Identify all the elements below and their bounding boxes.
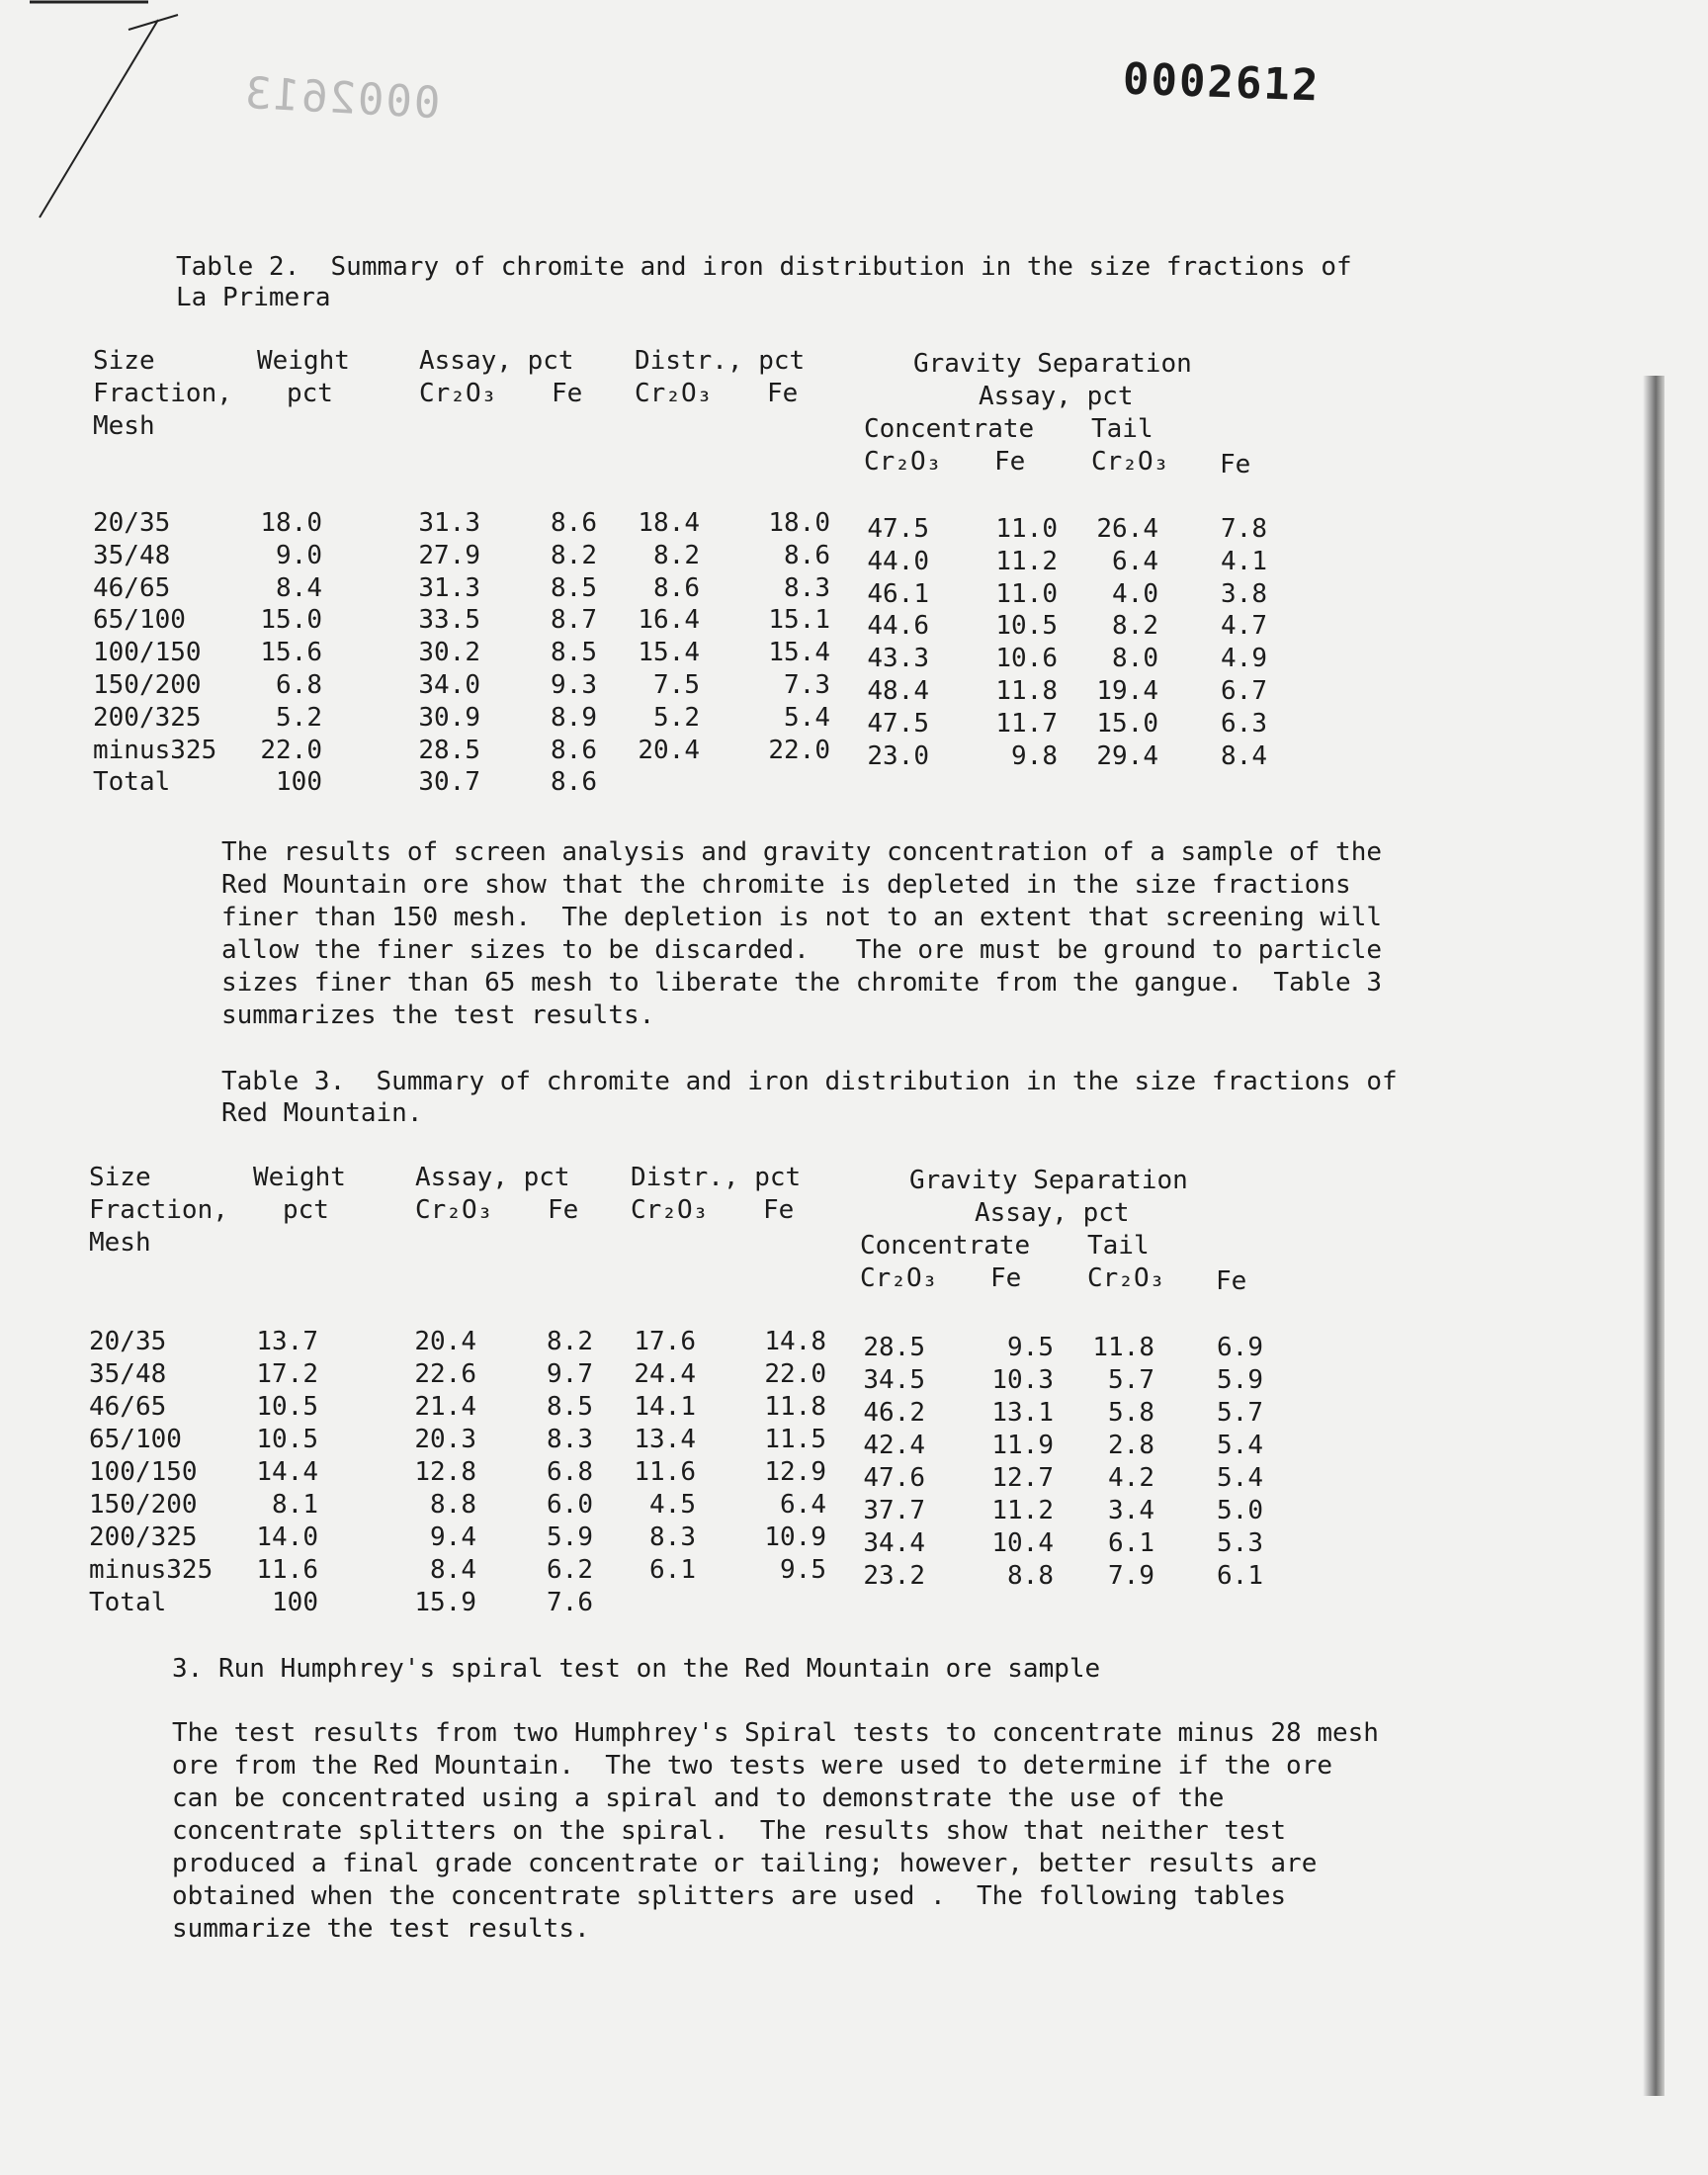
- cell-size-fraction: 65/100: [93, 605, 186, 636]
- cell-size-fraction: 20/35: [93, 508, 171, 538]
- cell-assay-cr2o3: 21.4: [414, 1392, 476, 1422]
- cell-distr-fe: 8.3: [784, 572, 830, 603]
- header-gravity-assay: Assay, pct: [975, 1198, 1130, 1228]
- cell-conc-cr2o3: 46.1: [867, 578, 929, 609]
- cell-weight-pct: 6.8: [276, 670, 322, 700]
- cell-conc-fe: 9.5: [1007, 1333, 1054, 1362]
- cell-weight-pct: 15.0: [260, 605, 322, 636]
- cell-distr-cr2o3: 17.6: [634, 1327, 696, 1356]
- cell-assay-cr2o3: 12.8: [414, 1457, 476, 1487]
- cell-size-fraction: 150/200: [89, 1490, 198, 1520]
- cell-size-fraction: 100/150: [89, 1457, 198, 1487]
- cell-size-fraction: 65/100: [89, 1425, 182, 1454]
- table3-caption-line2: Red Mountain.: [221, 1098, 423, 1128]
- cell-distr-cr2o3: 14.1: [634, 1392, 696, 1422]
- cell-conc-fe: 11.2: [991, 1496, 1054, 1525]
- header-assay-fe: Fe: [548, 1195, 579, 1225]
- cell-assay-cr2o3: 34.0: [418, 670, 480, 700]
- header-fraction: Fraction,: [93, 379, 232, 408]
- cell-tail-fe: 6.3: [1221, 708, 1267, 739]
- paragraph-line: produced a final grade concentrate or tailing; however, better results are: [172, 1849, 1318, 1878]
- header-distr-cr2o3: Cr₂O₃: [635, 379, 713, 408]
- cell-tail-cr2o3: 3.4: [1108, 1496, 1154, 1525]
- paragraph-line: can be concentrated using a spiral and to demonstrate the use of the: [172, 1784, 1225, 1813]
- header-tail: Tail: [1091, 414, 1153, 444]
- cell-distr-cr2o3: 7.5: [653, 670, 700, 700]
- cell-size-fraction: minus325: [89, 1555, 214, 1585]
- cell-weight-pct: 10.5: [256, 1392, 318, 1422]
- paragraph-line: finer than 150 mesh. The depletion is not to an extent that screening will: [221, 903, 1382, 932]
- cell-conc-fe: 11.0: [995, 578, 1058, 609]
- cell-tail-cr2o3: 6.4: [1112, 546, 1158, 576]
- cell-size-fraction: 200/325: [89, 1522, 198, 1552]
- cell-assay-fe: 8.6: [551, 735, 597, 765]
- cell-assay-cr2o3: 8.4: [430, 1555, 476, 1585]
- header-weight: Weight: [257, 346, 350, 376]
- cell-conc-cr2o3: 46.2: [863, 1398, 925, 1428]
- cell-tail-fe: 5.4: [1217, 1431, 1263, 1460]
- cell-assay-cr2o3: 8.8: [430, 1490, 476, 1520]
- cell-distr-fe: 22.0: [764, 1359, 826, 1389]
- cell-distr-cr2o3: 15.4: [638, 638, 700, 668]
- cell-distr-cr2o3: 8.6: [653, 572, 700, 603]
- header-tail-fe: Fe: [1220, 450, 1251, 479]
- cell-tail-cr2o3: 8.0: [1112, 644, 1158, 674]
- pen-stroke-mark: [30, 0, 198, 227]
- cell-tail-fe: 6.9: [1217, 1333, 1263, 1362]
- header-distr-cr2o3: Cr₂O₃: [631, 1195, 709, 1225]
- cell-tail-fe: 3.8: [1221, 578, 1267, 609]
- cell-conc-fe: 10.5: [995, 611, 1058, 642]
- cell-tail-cr2o3: 8.2: [1112, 611, 1158, 642]
- header-distr: Distr., pct: [635, 346, 806, 376]
- table2-caption-line2: La Primera: [176, 283, 331, 312]
- header-assay: Assay, pct: [415, 1163, 570, 1192]
- cell-tail-cr2o3: 2.8: [1108, 1431, 1154, 1460]
- cell-distr-fe: 14.8: [764, 1327, 826, 1356]
- cell-tail-cr2o3: 5.8: [1108, 1398, 1154, 1428]
- cell-distr-cr2o3: 24.4: [634, 1359, 696, 1389]
- cell-distr-fe: 8.6: [784, 540, 830, 570]
- header-gravity-assay: Assay, pct: [979, 382, 1134, 411]
- header-size: Size: [89, 1163, 151, 1192]
- cell-distr-fe: 7.3: [784, 670, 830, 700]
- cell-distr-fe: 22.0: [768, 735, 830, 765]
- cell-tail-fe: 8.4: [1221, 740, 1267, 771]
- cell-conc-cr2o3: 23.2: [863, 1561, 925, 1591]
- header-conc-fe: Fe: [990, 1263, 1022, 1293]
- cell-conc-cr2o3: 42.4: [863, 1431, 925, 1460]
- cell-tail-fe: 5.0: [1217, 1496, 1263, 1525]
- paragraph-screen-analysis: [221, 836, 1382, 1032]
- bleed-through-number: 0002613: [241, 67, 442, 130]
- cell-tail-cr2o3: 26.4: [1096, 514, 1158, 544]
- cell-distr-fe: 6.4: [780, 1490, 826, 1520]
- cell-size-fraction: Total: [93, 767, 171, 798]
- cell-tail-cr2o3: 5.7: [1108, 1365, 1154, 1395]
- cell-tail-cr2o3: 15.0: [1096, 708, 1158, 739]
- header-tail: Tail: [1087, 1231, 1150, 1261]
- cell-assay-fe: 8.2: [547, 1327, 593, 1356]
- cell-distr-fe: 10.9: [764, 1522, 826, 1552]
- cell-tail-cr2o3: 4.2: [1108, 1463, 1154, 1493]
- section3-heading: 3. Run Humphrey's spiral test on the Red Mountain ore sample: [172, 1654, 1101, 1684]
- cell-conc-cr2o3: 44.6: [867, 611, 929, 642]
- cell-tail-fe: 5.4: [1217, 1463, 1263, 1493]
- cell-tail-cr2o3: 4.0: [1112, 578, 1158, 609]
- cell-assay-fe: 8.9: [551, 702, 597, 733]
- cell-distr-cr2o3: 8.3: [649, 1522, 696, 1552]
- cell-assay-cr2o3: 31.3: [418, 572, 480, 603]
- cell-tail-cr2o3: 7.9: [1108, 1561, 1154, 1591]
- cell-assay-cr2o3: 9.4: [430, 1522, 476, 1552]
- cell-assay-fe: 6.0: [547, 1490, 593, 1520]
- cell-assay-fe: 8.3: [547, 1425, 593, 1454]
- cell-distr-cr2o3: 6.1: [649, 1555, 696, 1585]
- paragraph-line: sizes finer than 65 mesh to liberate the chromite from the gangue. Table 3: [221, 968, 1382, 998]
- cell-assay-fe: 8.5: [547, 1392, 593, 1422]
- cell-size-fraction: 150/200: [93, 670, 202, 700]
- header-weight: Weight: [253, 1163, 346, 1192]
- paragraph-line: The test results from two Humphrey's Spiral tests to concentrate minus 28 mesh: [172, 1718, 1379, 1748]
- cell-tail-fe: 7.8: [1221, 514, 1267, 544]
- cell-assay-cr2o3: 20.4: [414, 1327, 476, 1356]
- cell-assay-fe: 8.5: [551, 572, 597, 603]
- table2-caption-line1: Table 2. Summary of chromite and iron distribution in the size fractions of: [176, 252, 1352, 282]
- header-mesh: Mesh: [89, 1228, 151, 1258]
- cell-conc-cr2o3: 28.5: [863, 1333, 925, 1362]
- cell-weight-pct: 10.5: [256, 1425, 318, 1454]
- cell-conc-fe: 11.0: [995, 514, 1058, 544]
- cell-conc-fe: 10.4: [991, 1528, 1054, 1558]
- cell-weight-pct: 17.2: [256, 1359, 318, 1389]
- paragraph-line: allow the finer sizes to be discarded. The ore must be ground to particle: [221, 935, 1382, 965]
- cell-weight-pct: 11.6: [256, 1555, 318, 1585]
- cell-conc-cr2o3: 34.5: [863, 1365, 925, 1395]
- cell-assay-fe: 8.5: [551, 638, 597, 668]
- cell-distr-fe: 11.8: [764, 1392, 826, 1422]
- cell-assay-fe: 9.3: [551, 670, 597, 700]
- cell-assay-fe: 8.2: [551, 540, 597, 570]
- cell-conc-fe: 13.1: [991, 1398, 1054, 1428]
- cell-distr-cr2o3: 20.4: [638, 735, 700, 765]
- paragraph-line: summarizes the test results.: [221, 1000, 655, 1030]
- cell-distr-cr2o3: 16.4: [638, 605, 700, 636]
- cell-assay-fe: 5.9: [547, 1522, 593, 1552]
- cell-weight-pct: 13.7: [256, 1327, 318, 1356]
- cell-assay-fe: 6.2: [547, 1555, 593, 1585]
- cell-size-fraction: 200/325: [93, 702, 202, 733]
- header-gravity: Gravity Separation: [909, 1166, 1188, 1195]
- cell-assay-fe: 8.6: [551, 508, 597, 538]
- cell-assay-fe: 8.7: [551, 605, 597, 636]
- cell-distr-fe: 18.0: [768, 508, 830, 538]
- cell-size-fraction: 35/48: [93, 540, 171, 570]
- cell-assay-cr2o3: 27.9: [418, 540, 480, 570]
- cell-assay-cr2o3: 22.6: [414, 1359, 476, 1389]
- cell-size-fraction: 46/65: [93, 572, 171, 603]
- cell-assay-cr2o3: 30.9: [418, 702, 480, 733]
- cell-conc-fe: 9.8: [1011, 740, 1058, 771]
- header-size: Size: [93, 346, 155, 376]
- header-tail-fe: Fe: [1216, 1266, 1247, 1296]
- cell-assay-fe: 9.7: [547, 1359, 593, 1389]
- cell-conc-fe: 10.3: [991, 1365, 1054, 1395]
- header-tail-cr2o3: Cr₂O₃: [1087, 1263, 1165, 1293]
- header-conc-cr2o3: Cr₂O₃: [864, 447, 942, 477]
- paragraph-line: obtained when the concentrate splitters are used . The following tables: [172, 1881, 1287, 1911]
- cell-weight-pct: 18.0: [260, 508, 322, 538]
- header-conc-cr2o3: Cr₂O₃: [860, 1263, 938, 1293]
- cell-assay-cr2o3: 30.7: [418, 767, 480, 798]
- cell-tail-fe: 5.7: [1217, 1398, 1263, 1428]
- cell-distr-fe: 11.5: [764, 1425, 826, 1454]
- cell-distr-fe: 15.4: [768, 638, 830, 668]
- paragraph-line: Red Mountain ore show that the chromite is depleted in the size fractions: [221, 870, 1351, 900]
- header-conc-fe: Fe: [994, 447, 1026, 477]
- cell-assay-fe: 7.6: [547, 1588, 593, 1617]
- cell-weight-pct: 15.6: [260, 638, 322, 668]
- cell-weight-pct: 14.4: [256, 1457, 318, 1487]
- cell-weight-pct: 22.0: [260, 735, 322, 765]
- paragraph-line: ore from the Red Mountain. The two tests were used to determine if the ore: [172, 1751, 1332, 1781]
- cell-conc-cr2o3: 37.7: [863, 1496, 925, 1525]
- cell-assay-cr2o3: 15.9: [414, 1588, 476, 1617]
- cell-distr-fe: 9.5: [780, 1555, 826, 1585]
- cell-weight-pct: 8.4: [276, 572, 322, 603]
- cell-distr-cr2o3: 18.4: [638, 508, 700, 538]
- cell-assay-fe: 6.8: [547, 1457, 593, 1487]
- cell-weight-pct: 5.2: [276, 702, 322, 733]
- cell-conc-fe: 11.8: [995, 676, 1058, 706]
- cell-size-fraction: 46/65: [89, 1392, 167, 1422]
- header-mesh: Mesh: [93, 411, 155, 441]
- cell-tail-fe: 4.9: [1221, 644, 1267, 674]
- paragraph-line: concentrate splitters on the spiral. The results show that neither test: [172, 1816, 1287, 1846]
- cell-conc-fe: 11.9: [991, 1431, 1054, 1460]
- header-gravity: Gravity Separation: [913, 349, 1192, 379]
- header-concentrate: Concentrate: [860, 1231, 1031, 1261]
- cell-conc-fe: 11.7: [995, 708, 1058, 739]
- cell-assay-cr2o3: 20.3: [414, 1425, 476, 1454]
- document-number: 0002612: [1122, 53, 1322, 112]
- header-assay-fe: Fe: [552, 379, 583, 408]
- cell-tail-fe: 6.1: [1217, 1561, 1263, 1591]
- cell-tail-cr2o3: 6.1: [1108, 1528, 1154, 1558]
- cell-distr-cr2o3: 8.2: [653, 540, 700, 570]
- paragraph-line: summarize the test results.: [172, 1914, 590, 1944]
- cell-size-fraction: 35/48: [89, 1359, 167, 1389]
- cell-assay-cr2o3: 31.3: [418, 508, 480, 538]
- cell-tail-cr2o3: 19.4: [1096, 676, 1158, 706]
- cell-distr-cr2o3: 5.2: [653, 702, 700, 733]
- cell-weight-pct: 8.1: [272, 1490, 318, 1520]
- header-distr-fe: Fe: [763, 1195, 795, 1225]
- paragraph-spiral-tests: [172, 1717, 1379, 1946]
- header-weight-unit: pct: [283, 1195, 329, 1225]
- cell-assay-cr2o3: 30.2: [418, 638, 480, 668]
- cell-conc-fe: 10.6: [995, 644, 1058, 674]
- cell-conc-cr2o3: 47.5: [867, 514, 929, 544]
- cell-conc-cr2o3: 48.4: [867, 676, 929, 706]
- cell-size-fraction: 20/35: [89, 1327, 167, 1356]
- header-assay: Assay, pct: [419, 346, 574, 376]
- cell-distr-cr2o3: 11.6: [634, 1457, 696, 1487]
- header-assay-cr2o3: Cr₂O₃: [415, 1195, 493, 1225]
- cell-tail-fe: 5.9: [1217, 1365, 1263, 1395]
- header-tail-cr2o3: Cr₂O₃: [1091, 447, 1169, 477]
- cell-size-fraction: 100/150: [93, 638, 202, 668]
- cell-assay-cr2o3: 28.5: [418, 735, 480, 765]
- cell-weight-pct: 100: [272, 1588, 318, 1617]
- paragraph-line: The results of screen analysis and gravity concentration of a sample of the: [221, 837, 1382, 867]
- cell-distr-cr2o3: 4.5: [649, 1490, 696, 1520]
- scan-edge-shadow: [1643, 376, 1665, 2096]
- cell-tail-cr2o3: 11.8: [1092, 1333, 1154, 1362]
- table3-caption-line1: Table 3. Summary of chromite and iron distribution in the size fractions of: [221, 1067, 1398, 1096]
- header-assay-cr2o3: Cr₂O₃: [419, 379, 497, 408]
- cell-distr-fe: 5.4: [784, 702, 830, 733]
- cell-weight-pct: 9.0: [276, 540, 322, 570]
- cell-tail-fe: 6.7: [1221, 676, 1267, 706]
- header-weight-unit: pct: [287, 379, 333, 408]
- cell-conc-cr2o3: 43.3: [867, 644, 929, 674]
- cell-weight-pct: 100: [276, 767, 322, 798]
- cell-conc-cr2o3: 47.5: [867, 708, 929, 739]
- cell-distr-fe: 15.1: [768, 605, 830, 636]
- cell-assay-fe: 8.6: [551, 767, 597, 798]
- cell-tail-fe: 5.3: [1217, 1528, 1263, 1558]
- cell-conc-fe: 12.7: [991, 1463, 1054, 1493]
- cell-tail-cr2o3: 29.4: [1096, 740, 1158, 771]
- cell-conc-cr2o3: 34.4: [863, 1528, 925, 1558]
- cell-conc-cr2o3: 23.0: [867, 740, 929, 771]
- cell-conc-cr2o3: 44.0: [867, 546, 929, 576]
- header-distr: Distr., pct: [631, 1163, 802, 1192]
- cell-conc-fe: 11.2: [995, 546, 1058, 576]
- cell-assay-cr2o3: 33.5: [418, 605, 480, 636]
- cell-size-fraction: minus325: [93, 735, 217, 765]
- cell-weight-pct: 14.0: [256, 1522, 318, 1552]
- cell-tail-fe: 4.7: [1221, 611, 1267, 642]
- cell-size-fraction: Total: [89, 1588, 167, 1617]
- header-concentrate: Concentrate: [864, 414, 1035, 444]
- cell-distr-fe: 12.9: [764, 1457, 826, 1487]
- cell-tail-fe: 4.1: [1221, 546, 1267, 576]
- cell-distr-cr2o3: 13.4: [634, 1425, 696, 1454]
- header-fraction: Fraction,: [89, 1195, 228, 1225]
- header-distr-fe: Fe: [767, 379, 799, 408]
- cell-conc-cr2o3: 47.6: [863, 1463, 925, 1493]
- cell-conc-fe: 8.8: [1007, 1561, 1054, 1591]
